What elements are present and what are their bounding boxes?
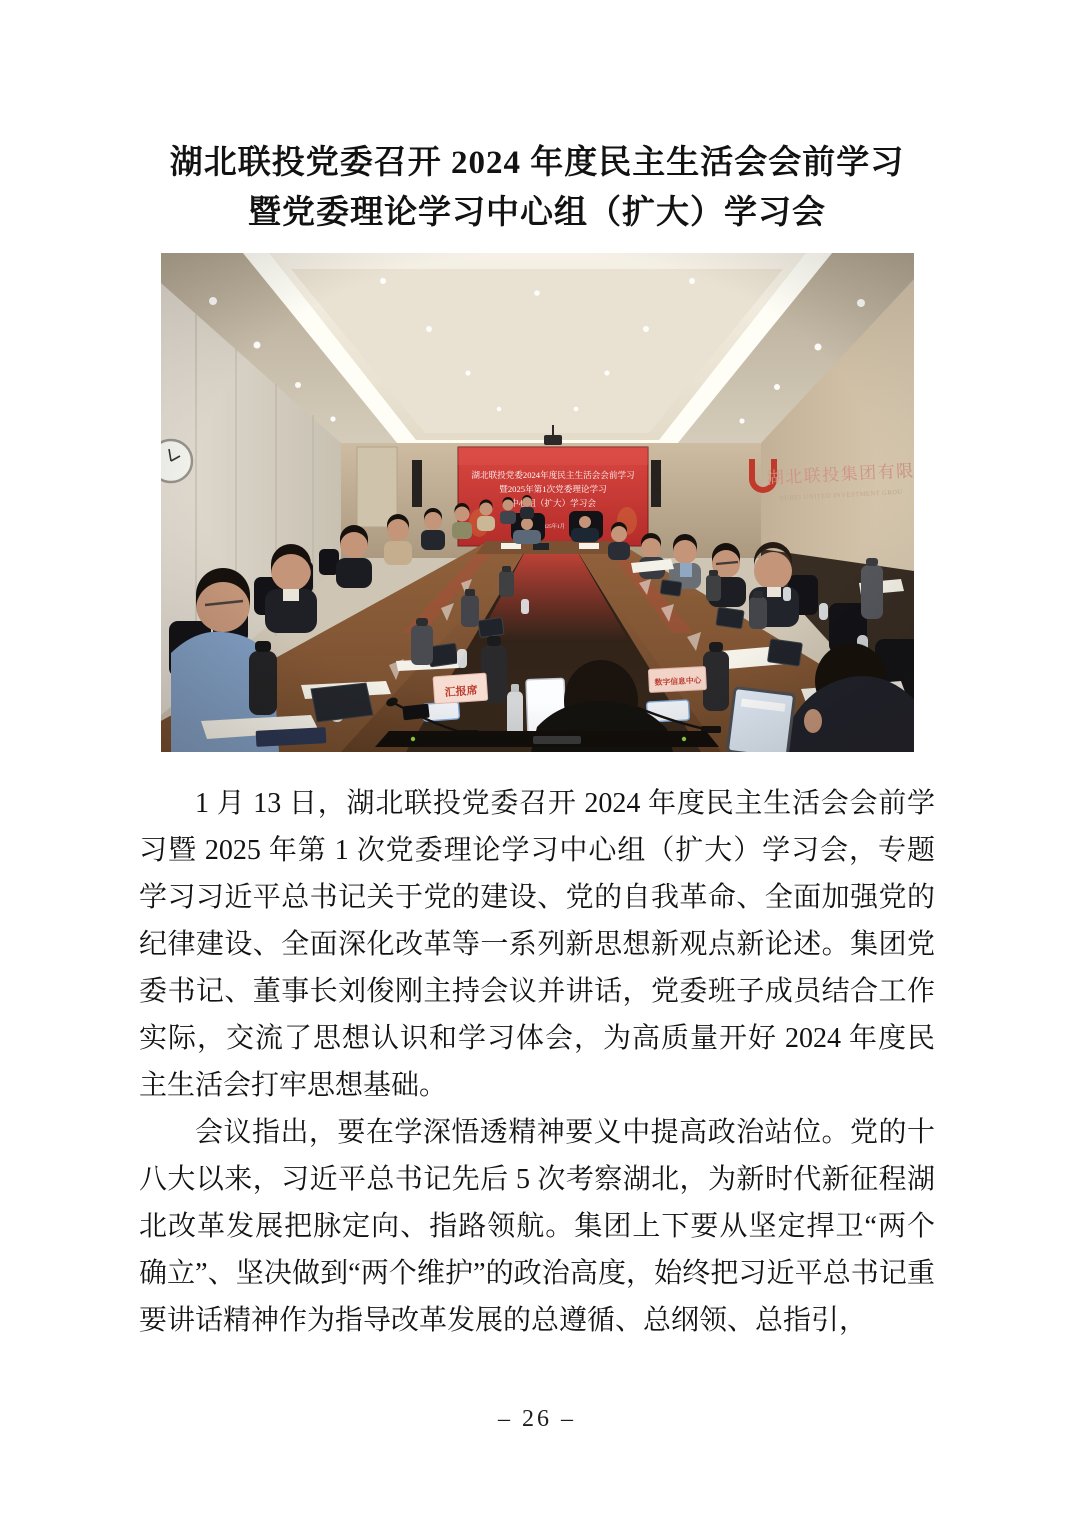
page-number: – 26 – xyxy=(498,1406,576,1432)
article-body xyxy=(139,780,935,1344)
photo-vignette xyxy=(161,253,914,752)
page-title xyxy=(0,138,1074,238)
paragraph-2: 会议指出，要在学深悟透精神要义中提高政治站位。党的十八大以来，习近平总书记先后 5 次考察湖北，为新时代新征程湖北改革发展把脉定向、指路领航。集团上下要从坚定捍卫“两个确立”、坚决做到“两个维护”的政治高度，始终把习近平总书记重要讲话精神作为指导改革发展的总遵循、总纲领、总指引， xyxy=(139,1117,935,1336)
title-line-1: 湖北联投党委召开 2024 年度民主生活会会前学习 xyxy=(169,145,905,181)
paragraph-1: 1 月 13 日，湖北联投党委召开 2024 年度民主生活会会前学习暨 2025 年第 1 次党委理论学习中心组（扩大）学习会，专题学习习近平总书记关于党的建设、党的自我革命、全面加强党的纪律建设、全面深化改革等一系列新思想新观点新论述。集团党委书记、董事长刘俊刚主持会议并讲话，党委班子成员结合工作实际，交流了思想认识和学习体会，为高质量开好 2024 年度民主生活会打牢思想基础。 xyxy=(139,788,935,1101)
meeting-photo xyxy=(161,253,914,752)
meeting-photo-illustration xyxy=(161,253,914,752)
title-line-2: 暨党委理论学习中心组（扩大）学习会 xyxy=(248,195,826,231)
